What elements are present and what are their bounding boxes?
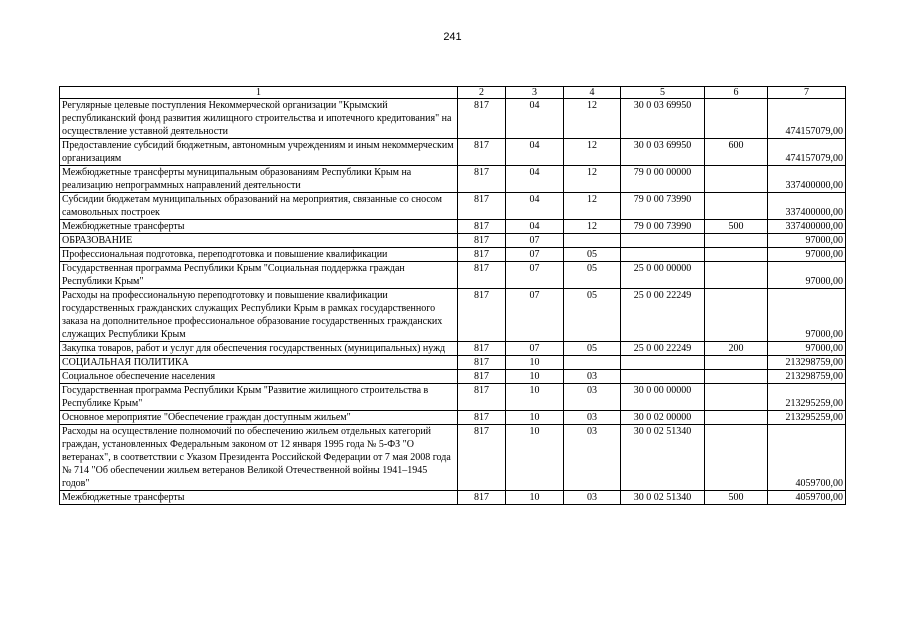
table-row: [60, 491, 846, 505]
subsection-code-cell: 12: [564, 166, 621, 193]
row-name-cell: Регулярные целевые поступления Некоммерческой организации "Крымский республиканский фонд развития жилищного строительства и ипотечного кредитования" на осуществление уставной деятельности: [60, 99, 458, 139]
amount-cell: 97000,00: [768, 248, 846, 262]
section-code-cell: 07: [506, 262, 564, 289]
expense-type-cell: [705, 384, 768, 411]
target-article-cell: 30 0 02 00000: [621, 411, 705, 425]
row-name-cell: Межбюджетные трансферты: [60, 491, 458, 505]
expense-type-cell: [705, 356, 768, 370]
subsection-code-cell: [564, 234, 621, 248]
section-code-cell: 04: [506, 193, 564, 220]
expense-type-cell: [705, 193, 768, 220]
header-cell: 2: [458, 87, 506, 99]
table-row: [60, 234, 846, 248]
subsection-code-cell: [564, 356, 621, 370]
section-code-cell: 10: [506, 411, 564, 425]
amount-cell: 97000,00: [768, 289, 846, 342]
admin-code-cell: 817: [458, 342, 506, 356]
target-article-cell: 30 0 00 00000: [621, 384, 705, 411]
header-cell: 5: [621, 87, 705, 99]
amount-cell: 4059700,00: [768, 491, 846, 505]
amount-cell: 4059700,00: [768, 425, 846, 491]
expense-type-cell: 200: [705, 342, 768, 356]
subsection-code-cell: 05: [564, 342, 621, 356]
row-name-cell: Основное мероприятие "Обеспечение граждан доступным жильем": [60, 411, 458, 425]
section-code-cell: 10: [506, 356, 564, 370]
table-row: [60, 425, 846, 491]
subsection-code-cell: 05: [564, 262, 621, 289]
target-article-cell: [621, 370, 705, 384]
header-cell: 1: [60, 87, 458, 99]
expense-type-cell: [705, 166, 768, 193]
subsection-code-cell: 03: [564, 491, 621, 505]
section-code-cell: 07: [506, 234, 564, 248]
subsection-code-cell: 12: [564, 99, 621, 139]
expense-type-cell: [705, 370, 768, 384]
amount-cell: 213295259,00: [768, 411, 846, 425]
target-article-cell: 79 0 00 00000: [621, 166, 705, 193]
amount-cell: 213295259,00: [768, 384, 846, 411]
row-name-cell: Межбюджетные трансферты: [60, 220, 458, 234]
section-code-cell: 10: [506, 370, 564, 384]
expense-type-cell: 600: [705, 139, 768, 166]
row-name-cell: Расходы на осуществление полномочий по обеспечению жильем отдельных категорий граждан, установленных Федеральным законом от 12 января 1995 года № 5-ФЗ "О ветеранах", в соответствии с Указом Президента Российской Федерации от 7 мая 2008 года № 714 "Об обеспечении жильем ветеранов Великой Отечественной войны 1941–1945 годов": [60, 425, 458, 491]
target-article-cell: [621, 248, 705, 262]
admin-code-cell: 817: [458, 411, 506, 425]
target-article-cell: 30 0 03 69950: [621, 139, 705, 166]
target-article-cell: 30 0 03 69950: [621, 99, 705, 139]
table-row: [60, 384, 846, 411]
section-code-cell: 07: [506, 248, 564, 262]
table-row: [60, 342, 846, 356]
section-code-cell: 10: [506, 425, 564, 491]
section-code-cell: 07: [506, 289, 564, 342]
expense-type-cell: [705, 289, 768, 342]
section-code-cell: 04: [506, 99, 564, 139]
row-name-cell: Профессиональная подготовка, переподготовка и повышение квалификации: [60, 248, 458, 262]
section-code-cell: 10: [506, 491, 564, 505]
row-name-cell: Расходы на профессиональную переподготовку и повышение квалификации государственных гражданских служащих Республики Крым в рамках государственного заказа на дополнительное профессиональное образование государственных гражданских служащих Республики Крым: [60, 289, 458, 342]
target-article-cell: 25 0 00 00000: [621, 262, 705, 289]
admin-code-cell: 817: [458, 220, 506, 234]
amount-cell: 337400000,00: [768, 220, 846, 234]
subsection-code-cell: 03: [564, 370, 621, 384]
row-name-cell: Государственная программа Республики Крым "Развитие жилищного строительства в Республике Крым": [60, 384, 458, 411]
header-cell: 7: [768, 87, 846, 99]
amount-cell: 213298759,00: [768, 356, 846, 370]
table-row: [60, 248, 846, 262]
header-cell: 3: [506, 87, 564, 99]
table-row: [60, 193, 846, 220]
header-cell: 6: [705, 87, 768, 99]
target-article-cell: [621, 234, 705, 248]
target-article-cell: 30 0 02 51340: [621, 425, 705, 491]
expense-type-cell: [705, 411, 768, 425]
subsection-code-cell: 03: [564, 425, 621, 491]
subsection-code-cell: 12: [564, 139, 621, 166]
admin-code-cell: 817: [458, 193, 506, 220]
row-name-cell: Государственная программа Республики Крым "Социальная поддержка граждан Республики Крым": [60, 262, 458, 289]
admin-code-cell: 817: [458, 289, 506, 342]
amount-cell: 97000,00: [768, 262, 846, 289]
table-row: [60, 289, 846, 342]
subsection-code-cell: 03: [564, 384, 621, 411]
table-row: [60, 166, 846, 193]
expense-type-cell: [705, 425, 768, 491]
table-header-row: [60, 87, 846, 99]
table-row: [60, 262, 846, 289]
admin-code-cell: 817: [458, 425, 506, 491]
section-code-cell: 04: [506, 139, 564, 166]
header-cell: 4: [564, 87, 621, 99]
section-code-cell: 10: [506, 384, 564, 411]
target-article-cell: [621, 356, 705, 370]
target-article-cell: 79 0 00 73990: [621, 193, 705, 220]
amount-cell: 474157079,00: [768, 139, 846, 166]
admin-code-cell: 817: [458, 248, 506, 262]
subsection-code-cell: 03: [564, 411, 621, 425]
row-name-cell: Социальное обеспечение населения: [60, 370, 458, 384]
section-code-cell: 07: [506, 342, 564, 356]
admin-code-cell: 817: [458, 234, 506, 248]
row-name-cell: Межбюджетные трансферты муниципальным образованиям Республики Крым на реализацию непрограммных направлений деятельности: [60, 166, 458, 193]
amount-cell: 213298759,00: [768, 370, 846, 384]
table-row: [60, 99, 846, 139]
admin-code-cell: 817: [458, 99, 506, 139]
target-article-cell: 79 0 00 73990: [621, 220, 705, 234]
section-code-cell: 04: [506, 220, 564, 234]
subsection-code-cell: 12: [564, 220, 621, 234]
row-name-cell: Закупка товаров, работ и услуг для обеспечения государственных (муниципальных) нужд: [60, 342, 458, 356]
row-name-cell: Субсидии бюджетам муниципальных образований на мероприятия, связанные со сносом самовольных построек: [60, 193, 458, 220]
subsection-code-cell: 12: [564, 193, 621, 220]
amount-cell: 97000,00: [768, 234, 846, 248]
target-article-cell: 25 0 00 22249: [621, 289, 705, 342]
expense-type-cell: [705, 99, 768, 139]
admin-code-cell: 817: [458, 491, 506, 505]
row-name-cell: СОЦИАЛЬНАЯ ПОЛИТИКА: [60, 356, 458, 370]
budget-table: [59, 86, 846, 505]
admin-code-cell: 817: [458, 384, 506, 411]
row-name-cell: ОБРАЗОВАНИЕ: [60, 234, 458, 248]
row-name-cell: Предоставление субсидий бюджетным, автономным учреждениям и иным некоммерческим организациям: [60, 139, 458, 166]
amount-cell: 474157079,00: [768, 99, 846, 139]
expense-type-cell: [705, 234, 768, 248]
expense-type-cell: [705, 248, 768, 262]
expense-type-cell: 500: [705, 220, 768, 234]
expense-type-cell: [705, 262, 768, 289]
subsection-code-cell: 05: [564, 289, 621, 342]
amount-cell: 97000,00: [768, 342, 846, 356]
target-article-cell: 30 0 02 51340: [621, 491, 705, 505]
page-number: 241: [443, 31, 462, 43]
amount-cell: 337400000,00: [768, 193, 846, 220]
table-row: [60, 139, 846, 166]
target-article-cell: 25 0 00 22249: [621, 342, 705, 356]
table-row: [60, 220, 846, 234]
table-row: [60, 411, 846, 425]
subsection-code-cell: 05: [564, 248, 621, 262]
admin-code-cell: 817: [458, 262, 506, 289]
admin-code-cell: 817: [458, 370, 506, 384]
table-row: [60, 370, 846, 384]
expense-type-cell: 500: [705, 491, 768, 505]
amount-cell: 337400000,00: [768, 166, 846, 193]
admin-code-cell: 817: [458, 166, 506, 193]
admin-code-cell: 817: [458, 356, 506, 370]
section-code-cell: 04: [506, 166, 564, 193]
table-row: [60, 356, 846, 370]
admin-code-cell: 817: [458, 139, 506, 166]
